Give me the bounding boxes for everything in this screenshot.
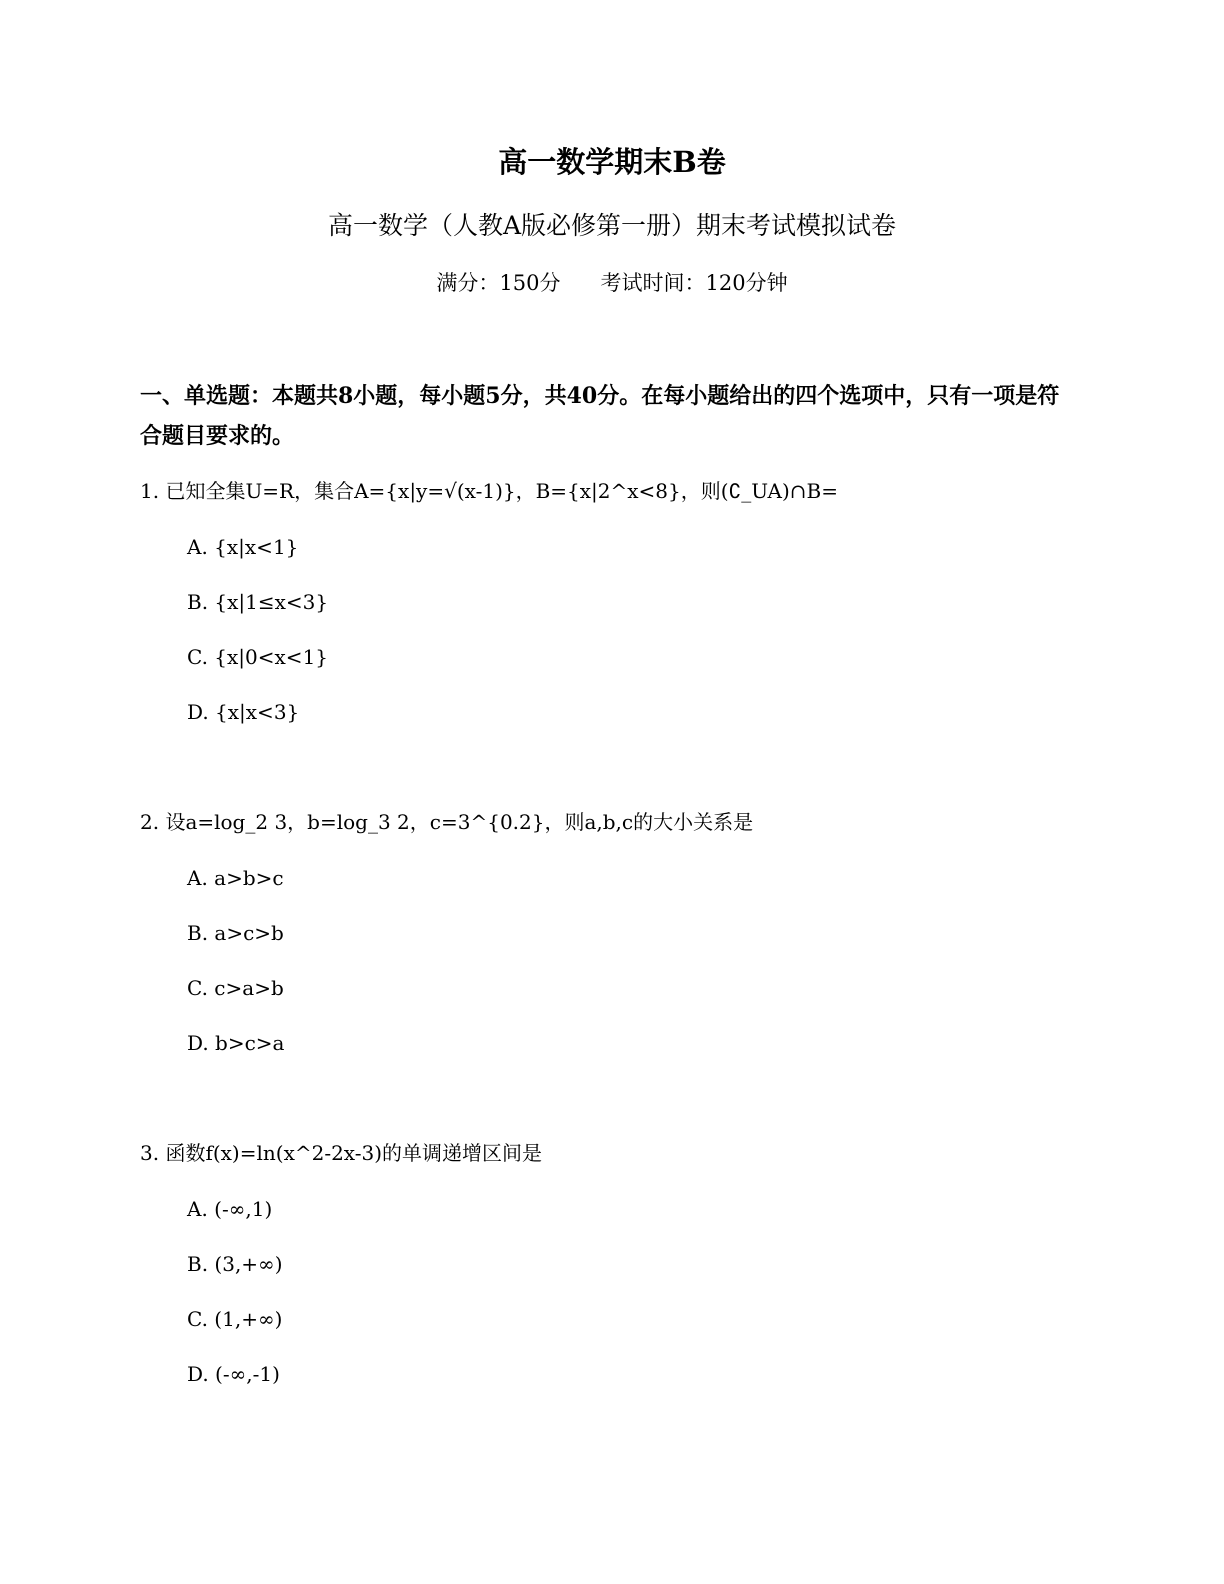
- question-3-option-c: C. (1,+∞): [187, 1307, 283, 1331]
- question-2-option-b: B. a>c>b: [187, 921, 284, 945]
- exam-meta: 满分：150分 考试时间：120分钟: [436, 271, 788, 295]
- question-2: 2. 设a=log_2 3，b=log_3 2，c=3^{0.2}，则a,b,c的大小关系是: [140, 810, 754, 834]
- question-1-option-a: A. {x|x<1}: [187, 535, 299, 559]
- question-3-option-d: D. (-∞,-1): [187, 1362, 280, 1386]
- question-1-option-d: D. {x|x<3}: [187, 700, 300, 724]
- question-1: 1. 已知全集U=R，集合A={x|y=√(x-1)}，B={x|2^x<8}，则(∁_UA)∩B=: [140, 479, 838, 503]
- question-2-option-d: D. b>c>a: [187, 1031, 285, 1055]
- page-title: 高一数学期末B卷: [498, 145, 726, 179]
- section-heading: 一、单选题：本题共8小题，每小题5分，共40分。在每小题给出的四个选项中，只有一项是符合题目要求的。: [140, 383, 1060, 449]
- question-2-option-a: A. a>b>c: [187, 866, 284, 890]
- question-2-option-c: C. c>a>b: [187, 976, 284, 1000]
- question-3: 3. 函数f(x)=ln(x^2-2x-3)的单调递增区间是: [140, 1141, 543, 1165]
- question-1-option-b: B. {x|1≤x<3}: [187, 590, 329, 614]
- question-3-option-b: B. (3,+∞): [187, 1252, 283, 1276]
- question-1-option-c: C. {x|0<x<1}: [187, 645, 329, 669]
- page-subtitle: 高一数学（人教A版必修第一册）期末考试模拟试卷: [327, 211, 897, 240]
- question-3-option-a: A. (-∞,1): [187, 1197, 273, 1221]
